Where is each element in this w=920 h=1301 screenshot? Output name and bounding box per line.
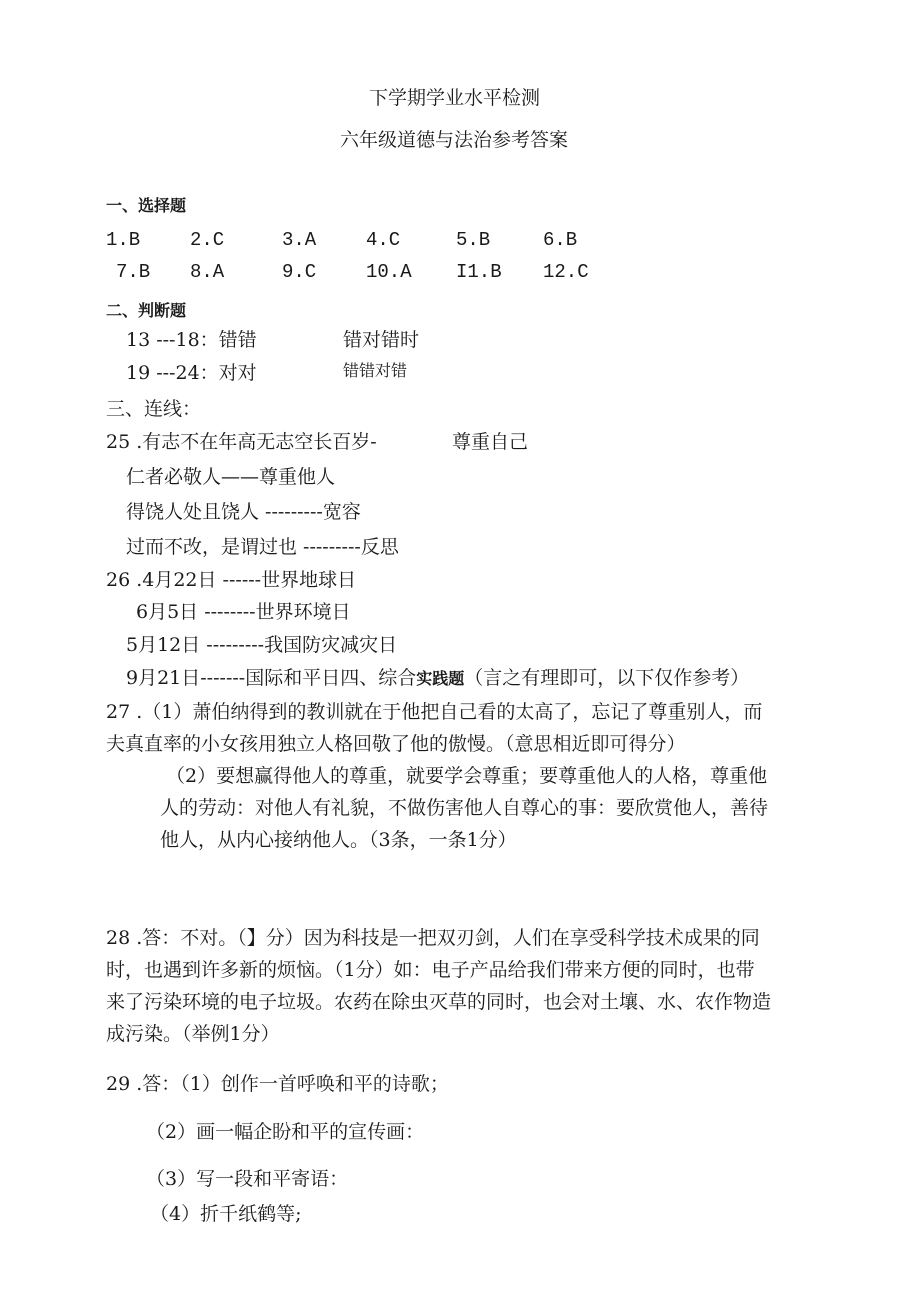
q29-line-3: （3）写一段和平寄语： [146,1168,349,1190]
choice-answer: 3.A [282,229,317,251]
section-heading-choice: 一、选择题 [106,196,187,215]
q27-line-5: 他人，从内心接纳他人。（3条，一条1分） [160,829,517,851]
judge-line-2-rest: 错错对错 [343,361,408,380]
q29-line-1: 29 .答：（1）创作一首呼唤和平的诗歌； [106,1073,449,1095]
q27-line-4: 人的劳动：对他人有礼貌，不做伤害他人自尊心的事：要欣赏他人，善待 [160,797,769,819]
choice-answer: 12.C [543,261,589,283]
choice-answer: 7.B [116,261,151,283]
choice-answer: I1.B [456,261,502,283]
q28-line-1: 28 .答：不对。（】分）因为科技是一把双刃剑，人们在享受科学技术成果的同 [106,927,760,949]
choice-answer: 2.C [190,229,225,251]
q25-line-1-left: 25 .有志不在年高无志空长百岁- [106,431,377,453]
choice-answer: 1.B [106,229,141,251]
q28-line-3: 来了污染环境的电子垃圾。农药在除虫灭草的同时，也会对土壤、水、农作物造 [106,991,772,1013]
section-heading-practice: 实践题 [416,669,465,688]
page-subtitle: 六年级道德与法治参考答案 [340,129,569,151]
choice-answer: 8.A [190,261,225,283]
q26-line-3: 5月12日 ---------我国防灾减灾日 [126,634,398,656]
judge-line-1-label: 13 ---18：错错 [126,329,257,351]
q27-line-2: 夫真直率的小女孩用独立人格回敬了他的傲慢。（意思相近即可得分） [106,733,686,755]
q26-line-4-a: 9月21日-------国际和平日四、综合 [126,667,417,689]
q26-line-2: 6月5日 --------世界环境日 [136,601,351,623]
section-heading-match: 三、连线： [106,398,202,420]
choice-answer: 9.C [282,261,317,283]
q25-line-1-right: 尊重自己 [452,431,529,453]
q29-line-2: （2）画一幅企盼和平的宣传画： [146,1121,425,1143]
choice-answer: 4.C [366,229,401,251]
q28-line-2: 时，也遇到许多新的烦恼。（1分）如：电子产品给我们带来方便的同时，也带 [106,959,755,981]
q25-line-3: 得饶人处且饶人 ---------宽容 [126,501,361,523]
q29-line-4: （4）折千纸鹤等; [150,1203,302,1225]
choice-answer: 5.B [456,229,491,251]
choice-answer: 10.A [366,261,412,283]
q26-line-1: 26 .4月22日 ------世界地球日 [106,569,357,591]
judge-line-1-rest: 错对错时 [343,329,420,351]
page-title: 下学期学业水平检测 [369,87,541,109]
judge-line-2-label: 19 ---24：对对 [126,362,257,384]
q25-line-4: 过而不改，是谓过也 ---------反思 [126,536,399,558]
q28-line-4: 成污染。（举例1分） [106,1023,280,1045]
q26-line-4 [126,666,749,691]
section-heading-judge: 二、判断题 [106,301,187,320]
q27-line-1: 27 .（1）萧伯纳得到的教训就在于他把自己看的太高了，忘记了尊重别人，而 [106,701,763,723]
q25-line-2: 仁者必敬人——尊重他人 [126,466,336,488]
q27-line-3: （2）要想赢得他人的尊重，就要学会尊重；要尊重他人的人格，尊重他 [166,765,768,787]
choice-answer: 6.B [543,229,578,251]
q26-line-4-c: （言之有理即可，以下仅作参考） [464,667,750,689]
